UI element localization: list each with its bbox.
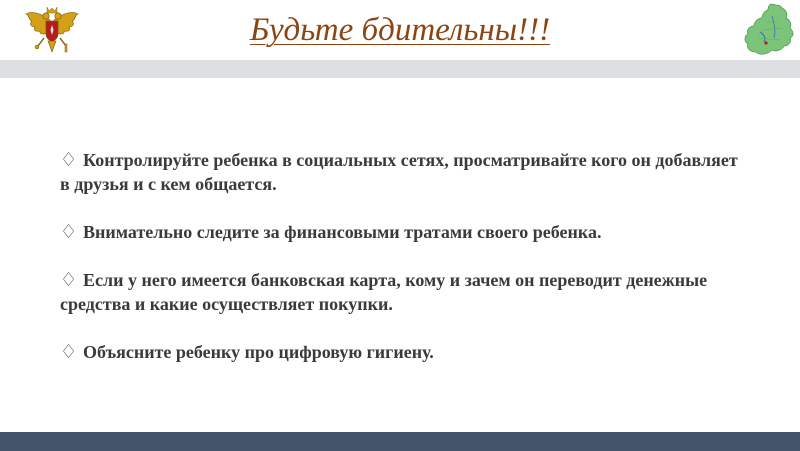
list-item-text: Объясните ребенку про цифровую гигиену. [83, 342, 434, 362]
diamond-bullet-icon: ♢ [60, 341, 78, 363]
list-item [60, 148, 740, 196]
slide-title: Будьте бдительны!!! [249, 12, 551, 48]
header [0, 0, 800, 60]
region-map-icon [742, 2, 796, 58]
list-item [60, 268, 740, 316]
list-item-text: Если у него имеется банковская карта, кому и зачем он переводит денежные средства и какие осуществляет покупки. [60, 270, 708, 314]
list-item-text: Внимательно следите за финансовыми тратами своего ребенка. [83, 222, 602, 242]
diamond-bullet-icon: ♢ [60, 269, 78, 291]
list-item [60, 340, 740, 364]
list-item-text: Контролируйте ребенка в социальных сетях, просматривайте кого он добавляет в друзья и с кем общается. [60, 150, 738, 194]
header-band [0, 60, 800, 78]
advice-list [60, 148, 740, 388]
diamond-bullet-icon: ♢ [60, 149, 78, 171]
footer-band [0, 432, 800, 451]
list-item [60, 220, 740, 244]
diamond-bullet-icon: ♢ [60, 221, 78, 243]
